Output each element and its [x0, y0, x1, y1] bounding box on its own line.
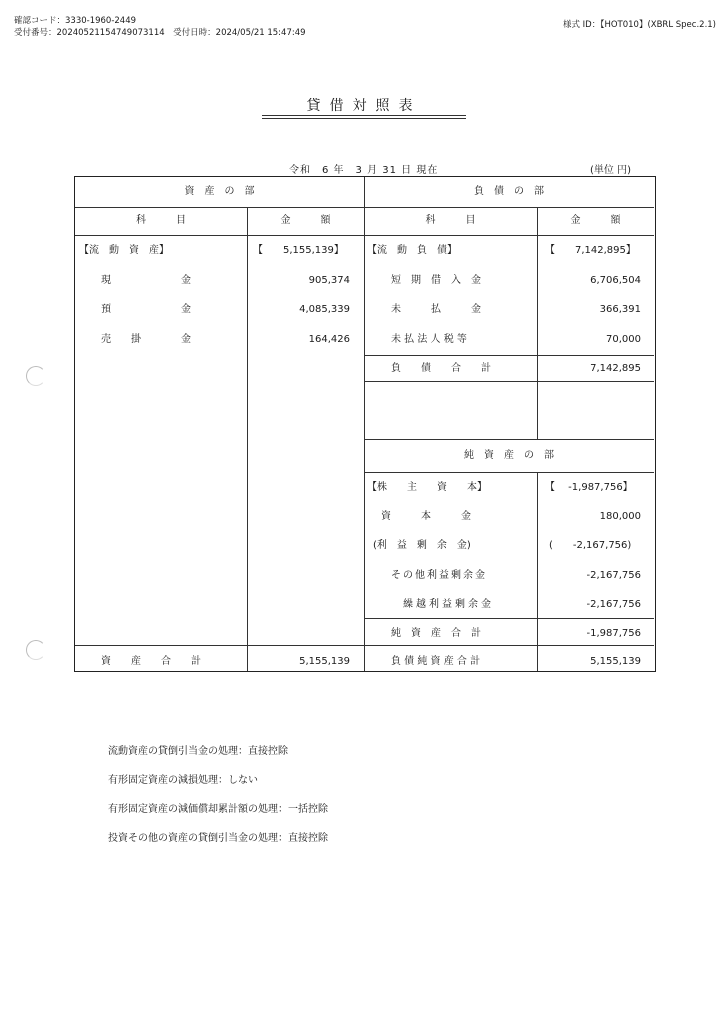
liabilities-total-top-line: [364, 355, 654, 356]
balance-sheet-table: [74, 176, 656, 672]
assets-row-label: 現 金: [101, 275, 191, 286]
liabilities-row-amount: 70,000: [606, 334, 641, 345]
liabilities-section-header: 負 債 の 部: [474, 186, 544, 197]
grand-total-line: [75, 645, 654, 646]
assets-row-amount: 164,426: [308, 334, 350, 345]
assets-row-amount: 4,085,339: [299, 304, 350, 315]
currency-unit: (単位 円): [590, 165, 631, 176]
liabilities-row-label: 未 払 法 人 税 等: [391, 334, 467, 345]
net-assets-header-line: [364, 472, 654, 473]
assets-total-amount: 5,155,139: [299, 656, 350, 667]
column-header-line: [75, 235, 654, 236]
net-assets-row-amount: 【 -1,987,756】: [545, 482, 633, 493]
note-line: 投資その他の資産の貸倒引当金の処理：直接控除: [108, 833, 328, 844]
title-double-underline: [262, 118, 466, 119]
note-line: 流動資産の貸倒引当金の処理：直接控除: [108, 746, 288, 757]
net-assets-total-label: 純 資 産 合 計: [391, 628, 481, 639]
liabilities-row-label: 【流 動 負 債】: [367, 245, 457, 256]
liabilities-row-amount: 6,706,504: [590, 275, 641, 286]
liabilities-total-label: 負 債 合 計: [391, 363, 491, 374]
net-assets-row-label: その他利益剰余金: [391, 570, 487, 581]
net-assets-row-amount: ( -2,167,756): [549, 540, 632, 551]
form-id: 様式 ID：【HOT010】(XBRL Spec.2.1): [562, 20, 716, 30]
assets-item-header: 科 目: [136, 215, 186, 226]
note-line: 有形固定資産の減価償却累計額の処理：一括控除: [108, 804, 328, 815]
net-assets-section-line: [364, 439, 654, 440]
assets-row-amount: 【 5,155,139】: [253, 245, 344, 256]
title-underline: [262, 115, 466, 116]
net-assets-row-label: 【株 主 資 本】: [367, 482, 487, 493]
grand-total-amount: 5,155,139: [590, 656, 641, 667]
assets-row-amount: 905,374: [308, 275, 350, 286]
liabilities-row-label: 短 期 借 入 金: [391, 275, 481, 286]
net-assets-total-line: [364, 618, 654, 619]
liabilities-row-amount: 【 7,142,895】: [545, 245, 636, 256]
net-assets-row-label: 資 本 金: [381, 511, 471, 522]
net-assets-section-header: 純 資 産 の 部: [464, 450, 554, 461]
net-assets-row-amount: -2,167,756: [586, 570, 641, 581]
liabilities-item-header: 科 目: [425, 215, 476, 226]
assets-section-header: 資 産 の 部: [184, 186, 255, 197]
net-assets-row-amount: -2,167,756: [586, 599, 641, 610]
liabilities-row-amount: 366,391: [599, 304, 641, 315]
liabilities-total-amount: 7,142,895: [590, 363, 641, 374]
punch-hole-mark: [26, 640, 46, 660]
note-line: 有形固定資産の減損処理：しない: [108, 775, 258, 786]
section-header-line: [75, 207, 654, 208]
assets-total-label: 資 産 合 計: [101, 656, 201, 667]
assets-row-label: 【流 動 資 産】: [79, 245, 169, 256]
liabilities-amount-header: 金 額: [570, 215, 621, 226]
confirm-code: 確認コード：3330-1960-2449: [14, 16, 137, 26]
net-assets-row-amount: 180,000: [599, 511, 641, 522]
liabilities-total-bottom-line: [364, 381, 654, 382]
grand-total-label: 負 債 純 資 産 合 計: [391, 656, 481, 667]
report-date: 令和 6 年 3 月 31 日 現在: [289, 165, 439, 176]
liabilities-amount-divider: [537, 207, 538, 439]
punch-hole-mark: [26, 366, 46, 386]
assets-row-label: 売 掛 金: [101, 334, 191, 345]
assets-row-label: 預 金: [101, 304, 191, 315]
net-assets-total-amount: -1,987,756: [586, 628, 641, 639]
liabilities-row-label: 未 払 金: [391, 304, 481, 315]
receipt-number: 受付番号：20240521154749073114 受付日時：2024/05/21 15:47:49: [14, 28, 306, 38]
net-assets-row-label: (利 益 剰 余 金): [373, 540, 471, 551]
center-divider: [364, 177, 365, 671]
assets-amount-header: 金 額: [280, 215, 331, 226]
net-assets-row-label: 繰越利益剰余金: [403, 599, 494, 610]
page-title: 貸借対照表: [306, 98, 422, 114]
